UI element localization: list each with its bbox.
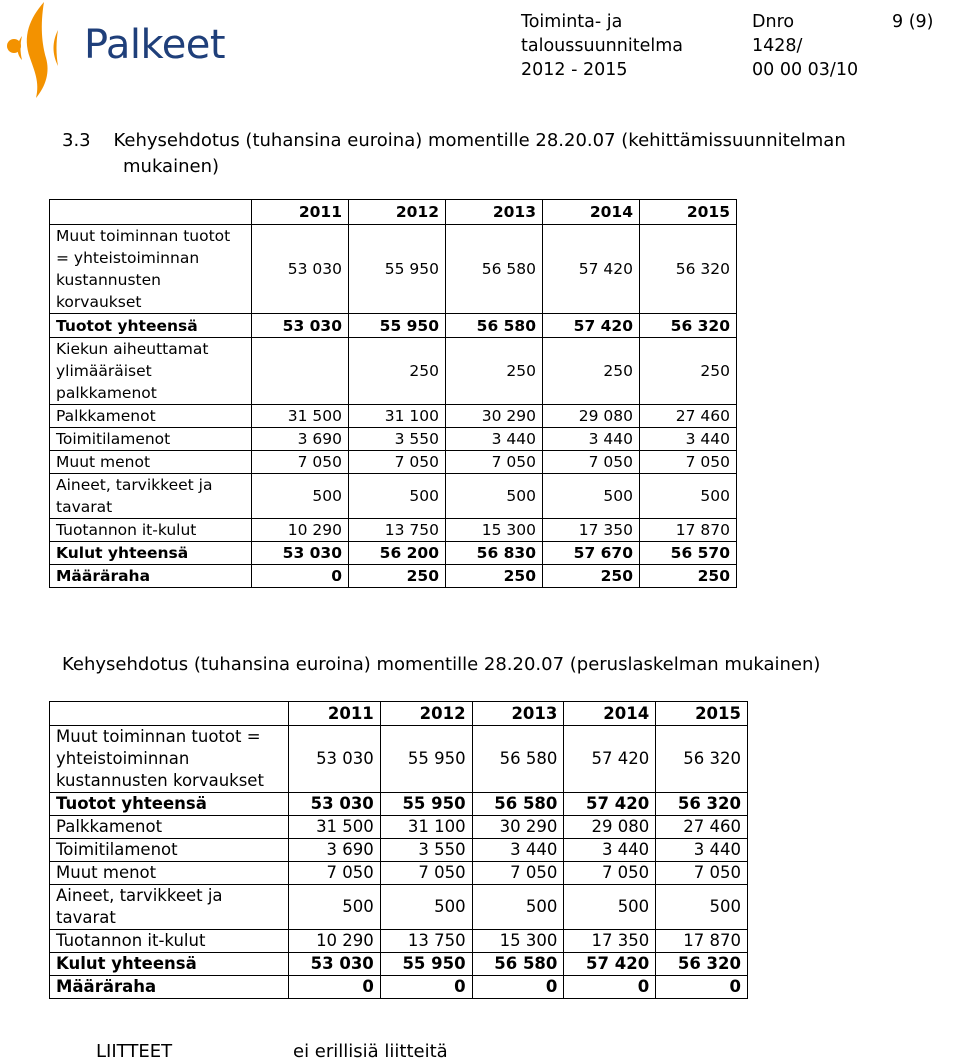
table-row bbox=[50, 474, 737, 519]
value-cell: 56 320 bbox=[640, 314, 737, 338]
value-cell: 250 bbox=[349, 338, 446, 405]
value-cell: 17 870 bbox=[656, 930, 748, 953]
value-cell: 55 950 bbox=[380, 726, 472, 793]
value-cell: 0 bbox=[564, 976, 656, 999]
table-row bbox=[50, 542, 737, 565]
value-cell: 250 bbox=[543, 565, 640, 588]
value-cell: 53 030 bbox=[252, 542, 349, 565]
year-header-cell: 2012 bbox=[349, 200, 446, 225]
row-label: Aineet, tarvikkeet ja tavarat bbox=[50, 474, 252, 519]
value-cell: 3 440 bbox=[564, 839, 656, 862]
value-cell: 250 bbox=[446, 338, 543, 405]
row-label: Aineet, tarvikkeet ja tavarat bbox=[50, 885, 289, 930]
value-cell: 17 350 bbox=[543, 519, 640, 542]
row-label: Muut menot bbox=[50, 862, 289, 885]
value-cell: 29 080 bbox=[543, 405, 640, 428]
budget-table-baseline bbox=[49, 701, 748, 999]
value-cell: 56 320 bbox=[656, 726, 748, 793]
value-cell: 10 290 bbox=[252, 519, 349, 542]
table-row bbox=[50, 338, 737, 405]
table-row bbox=[50, 428, 737, 451]
row-label: Kiekun aiheuttamat ylimääräiset palkkamenot bbox=[50, 338, 252, 405]
value-cell: 500 bbox=[543, 474, 640, 519]
table-row bbox=[50, 930, 748, 953]
table-row bbox=[50, 953, 748, 976]
value-cell: 7 050 bbox=[380, 862, 472, 885]
table-row bbox=[50, 976, 748, 999]
value-cell: 56 320 bbox=[640, 225, 737, 314]
value-cell: 250 bbox=[640, 565, 737, 588]
value-cell: 13 750 bbox=[380, 930, 472, 953]
year-header-row bbox=[50, 200, 737, 225]
value-cell: 57 420 bbox=[564, 793, 656, 816]
value-cell: 53 030 bbox=[289, 726, 381, 793]
value-cell: 500 bbox=[380, 885, 472, 930]
table-row bbox=[50, 519, 737, 542]
document-title: Toiminta- ja taloussuunnitelma 2012 - 2015 bbox=[521, 12, 683, 80]
row-label: Toimitilamenot bbox=[50, 839, 289, 862]
value-cell: 53 030 bbox=[289, 953, 381, 976]
value-cell: 31 100 bbox=[349, 405, 446, 428]
value-cell: 17 870 bbox=[640, 519, 737, 542]
row-label: Tuotot yhteensä bbox=[50, 314, 252, 338]
value-cell: 10 290 bbox=[289, 930, 381, 953]
value-cell: 500 bbox=[564, 885, 656, 930]
value-cell: 3 440 bbox=[543, 428, 640, 451]
value-cell: 0 bbox=[289, 976, 381, 999]
year-header-cell: 2014 bbox=[564, 702, 656, 726]
table-row bbox=[50, 225, 737, 314]
value-cell: 3 690 bbox=[252, 428, 349, 451]
value-cell: 3 440 bbox=[640, 428, 737, 451]
value-cell: 250 bbox=[640, 338, 737, 405]
value-cell: 250 bbox=[446, 565, 543, 588]
value-cell: 0 bbox=[472, 976, 564, 999]
row-label: Muut toiminnan tuotot = yhteistoiminnan kustannusten korvaukset bbox=[50, 225, 252, 314]
value-cell: 56 580 bbox=[446, 314, 543, 338]
value-cell: 55 950 bbox=[380, 793, 472, 816]
table-row bbox=[50, 565, 737, 588]
value-cell: 55 950 bbox=[349, 314, 446, 338]
attachments-value: ei erillisiä liitteitä bbox=[293, 1041, 448, 1062]
row-label: Tuotannon it-kulut bbox=[50, 519, 252, 542]
row-label: Palkkamenot bbox=[50, 816, 289, 839]
value-cell: 56 580 bbox=[446, 225, 543, 314]
value-cell: 7 050 bbox=[564, 862, 656, 885]
value-cell: 13 750 bbox=[349, 519, 446, 542]
year-header-cell: 2015 bbox=[656, 702, 748, 726]
value-cell: 7 050 bbox=[446, 451, 543, 474]
value-cell: 53 030 bbox=[252, 314, 349, 338]
row-label: Muut toiminnan tuotot = yhteistoiminnan kustannusten korvaukset bbox=[50, 726, 289, 793]
value-cell: 7 050 bbox=[640, 451, 737, 474]
value-cell: 3 440 bbox=[446, 428, 543, 451]
row-label: Määräraha bbox=[50, 976, 289, 999]
value-cell: 53 030 bbox=[289, 793, 381, 816]
year-header-cell: 2012 bbox=[380, 702, 472, 726]
table-row bbox=[50, 885, 748, 930]
row-label: Kulut yhteensä bbox=[50, 953, 289, 976]
year-header-cell: 2013 bbox=[472, 702, 564, 726]
value-cell: 3 550 bbox=[349, 428, 446, 451]
row-label: Muut menot bbox=[50, 451, 252, 474]
value-cell: 31 100 bbox=[380, 816, 472, 839]
year-header-cell: 2014 bbox=[543, 200, 640, 225]
value-cell: 31 500 bbox=[289, 816, 381, 839]
document-number: Dnro 1428/ 00 00 03/10 bbox=[752, 12, 859, 80]
value-cell: 7 050 bbox=[252, 451, 349, 474]
value-cell: 3 550 bbox=[380, 839, 472, 862]
table-row bbox=[50, 405, 737, 428]
value-cell: 56 320 bbox=[656, 953, 748, 976]
value-cell: 7 050 bbox=[472, 862, 564, 885]
row-label: Palkkamenot bbox=[50, 405, 252, 428]
value-cell: 3 690 bbox=[289, 839, 381, 862]
value-cell: 27 460 bbox=[640, 405, 737, 428]
value-cell: 500 bbox=[289, 885, 381, 930]
page-number: 9 (9) bbox=[892, 12, 934, 32]
value-cell: 500 bbox=[472, 885, 564, 930]
value-cell: 3 440 bbox=[656, 839, 748, 862]
table-row bbox=[50, 793, 748, 816]
value-cell: 57 670 bbox=[543, 542, 640, 565]
row-label: Toimitilamenot bbox=[50, 428, 252, 451]
value-cell: 500 bbox=[640, 474, 737, 519]
value-cell: 17 350 bbox=[564, 930, 656, 953]
value-cell: 7 050 bbox=[349, 451, 446, 474]
value-cell: 30 290 bbox=[446, 405, 543, 428]
value-cell: 53 030 bbox=[252, 225, 349, 314]
row-label: Tuotannon it-kulut bbox=[50, 930, 289, 953]
budget-table-development bbox=[49, 199, 737, 588]
value-cell: 250 bbox=[543, 338, 640, 405]
value-cell: 56 570 bbox=[640, 542, 737, 565]
value-cell: 3 440 bbox=[472, 839, 564, 862]
table-row bbox=[50, 314, 737, 338]
table-row bbox=[50, 726, 748, 793]
year-header-row bbox=[50, 702, 748, 726]
value-cell: 56 830 bbox=[446, 542, 543, 565]
value-cell: 30 290 bbox=[472, 816, 564, 839]
brand-name: Palkeet bbox=[84, 22, 226, 68]
value-cell: 500 bbox=[656, 885, 748, 930]
table-row bbox=[50, 862, 748, 885]
row-label: Määräraha bbox=[50, 565, 252, 588]
value-cell: 7 050 bbox=[543, 451, 640, 474]
year-header-cell: 2011 bbox=[252, 200, 349, 225]
row-label: Tuotot yhteensä bbox=[50, 793, 289, 816]
year-header-cell: 2015 bbox=[640, 200, 737, 225]
header-corner-cell bbox=[50, 200, 252, 225]
value-cell: 0 bbox=[656, 976, 748, 999]
value-cell: 500 bbox=[349, 474, 446, 519]
value-cell: 56 320 bbox=[656, 793, 748, 816]
header-corner-cell bbox=[50, 702, 289, 726]
value-cell: 57 420 bbox=[564, 726, 656, 793]
value-cell: 27 460 bbox=[656, 816, 748, 839]
value-cell: 56 580 bbox=[472, 793, 564, 816]
value-cell: 15 300 bbox=[472, 930, 564, 953]
value-cell: 31 500 bbox=[252, 405, 349, 428]
value-cell bbox=[252, 338, 349, 405]
value-cell: 57 420 bbox=[564, 953, 656, 976]
value-cell: 29 080 bbox=[564, 816, 656, 839]
value-cell: 7 050 bbox=[289, 862, 381, 885]
value-cell: 56 580 bbox=[472, 953, 564, 976]
section1-heading: 3.3 Kehysehdotus (tuhansina euroina) momentille 28.20.07 (kehittämissuunnitelman mukainen) bbox=[62, 130, 846, 177]
value-cell: 55 950 bbox=[380, 953, 472, 976]
section2-heading: Kehysehdotus (tuhansina euroina) momentille 28.20.07 (peruslaskelman mukainen) bbox=[62, 654, 821, 675]
value-cell: 0 bbox=[380, 976, 472, 999]
value-cell: 7 050 bbox=[656, 862, 748, 885]
value-cell: 56 580 bbox=[472, 726, 564, 793]
year-header-cell: 2011 bbox=[289, 702, 381, 726]
flame-icon bbox=[0, 0, 84, 100]
palkeet-logo bbox=[0, 0, 226, 100]
year-header-cell: 2013 bbox=[446, 200, 543, 225]
value-cell: 15 300 bbox=[446, 519, 543, 542]
attachments-label: LIITTEET bbox=[96, 1041, 173, 1062]
table-row bbox=[50, 839, 748, 862]
value-cell: 57 420 bbox=[543, 225, 640, 314]
table-row bbox=[50, 451, 737, 474]
value-cell: 57 420 bbox=[543, 314, 640, 338]
value-cell: 500 bbox=[252, 474, 349, 519]
value-cell: 0 bbox=[252, 565, 349, 588]
value-cell: 250 bbox=[349, 565, 446, 588]
value-cell: 56 200 bbox=[349, 542, 446, 565]
table-row bbox=[50, 816, 748, 839]
value-cell: 500 bbox=[446, 474, 543, 519]
value-cell: 55 950 bbox=[349, 225, 446, 314]
row-label: Kulut yhteensä bbox=[50, 542, 252, 565]
